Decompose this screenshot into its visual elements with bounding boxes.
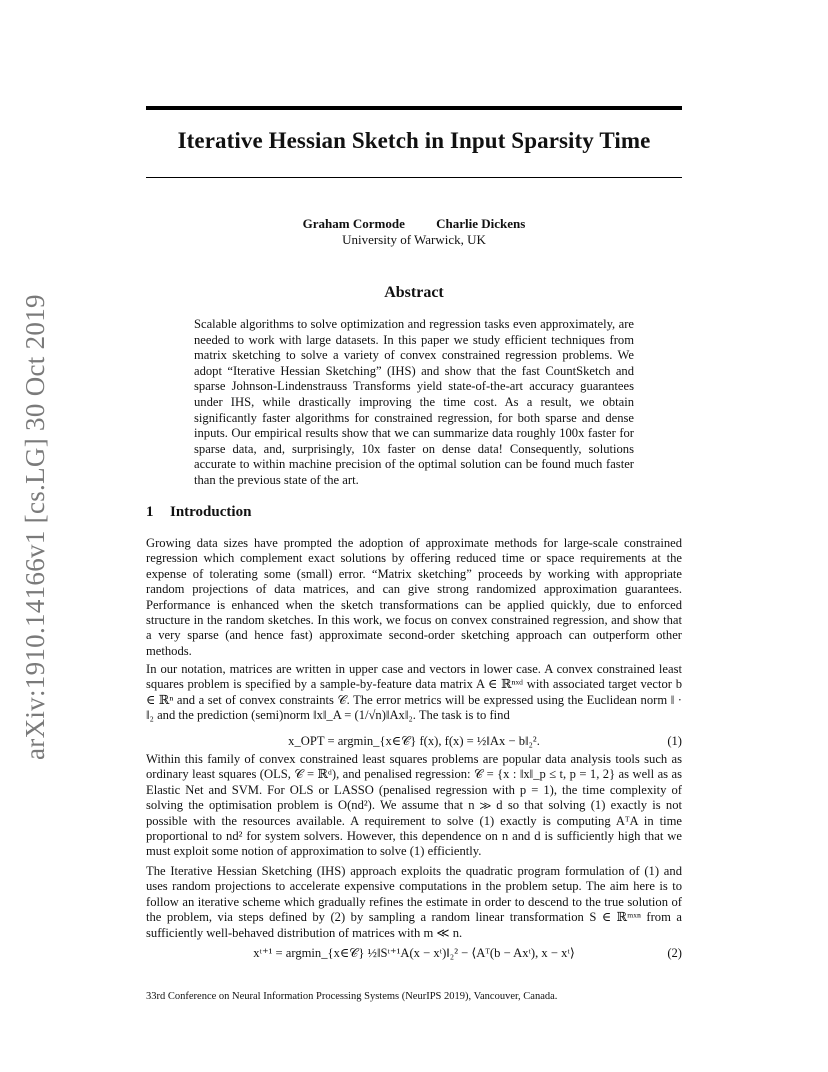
equation-number: (1) — [667, 734, 682, 748]
equation-2 — [146, 945, 682, 961]
paragraph-text: The Iterative Hessian Sketching (IHS) approach exploits the quadratic program formulation of (1) and uses random projections to accelerate expensive computations in the problem setup. The aim here is to follow an iterative scheme which gradually refines the estimate in order to descend to the true solution of the problem, via steps defined by (2) by sampling a random linear transformation S ∈ ℝᵐˣⁿ from a sufficiently well-behaved distribution of matrices with m ≪ n. — [146, 864, 682, 940]
abstract-heading: Abstract — [384, 284, 444, 301]
intro-paragraph-4 — [146, 864, 682, 941]
paragraph-text: In our notation, matrices are written in upper case and vectors in lower case. A convex constrained least squares problem is specified by a sample-by-feature data matrix A ∈ ℝⁿˣᵈ with associated target vector b ∈ ℝⁿ and a set of convex constraints 𝒞. The error metrics will be expressed using the Euclidean norm ‖ · ‖₂ and the prediction (semi)norm ‖x‖_A = (1/√n)‖Ax‖₂. The task is to find — [146, 662, 682, 723]
author-affiliation: University of Warwick, UK — [342, 232, 486, 247]
equation-body: xᵗ⁺¹ = argmin_{x∈𝒞} ½‖Sᵗ⁺¹A(x − xᵗ)‖₂² − ⟨Aᵀ(b − Axᵗ), x − xᵗ⟩ — [253, 946, 575, 960]
conference-footer: 33rd Conference on Neural Information Processing Systems (NeurIPS 2019), Vancouver, Canada. — [146, 991, 558, 1002]
author-block — [146, 216, 682, 248]
intro-paragraph-1 — [146, 536, 682, 659]
section-heading — [146, 504, 682, 521]
abstract-text: Scalable algorithms to solve optimization and regression tasks even approximately, are needed to work with large datasets. In this paper we study efficient techniques from matrix sketching to solve a variety of convex constrained regression problems. We adopt “Iterative Hessian Sketching” (IHS) and show that the fast CountSketch and sparse Johnson-Lindenstrauss Transforms yield state-of-the-art accuracy guarantees under IHS, while drastically improving the time cost. As a result, we obtain significantly faster algorithms for constrained regression, for both sparse and dense inputs. Our empirical results show that we can summarize data roughly 100x faster for sparse data, and, surprisingly, 10x faster on dense data! Consequently, solutions accurate to within machine precision of the optimal solution can be found much faster than the previous state of the art. — [194, 317, 634, 487]
author-names — [146, 216, 682, 232]
section-number: 1 — [146, 504, 154, 520]
title-rule-bottom — [146, 177, 682, 178]
author-name: Graham Cormode — [302, 216, 405, 231]
arxiv-stamp: arXiv:1910.14166v1 [cs.LG] 30 Oct 2019 — [20, 294, 50, 760]
paragraph-text: Within this family of convex constrained least squares problems are popular data analysis tools such as ordinary least squares (OLS, 𝒞 = ℝᵈ), and penalised regression: 𝒞 = {x : ‖x‖_p ≤ t, p = 1, 2} as well as as Elastic Net and SVM. For OLS or LASSO (penalised regression with p = 1), the time complexity of solving the optimisation problem is O(nd²). We assume that n ≫ d so that solving (1) exactly is not possible with the resources available. A requirement to solve (1) exactly is computing AᵀA in time proportional to nd² for system solvers. However, this dependence on n and d is sufficiently high that we must exploit some notion of approximation to solve (1) efficiently. — [146, 752, 682, 859]
title-rule-top — [146, 106, 682, 110]
equation-number: (2) — [667, 946, 682, 960]
author-name: Charlie Dickens — [436, 216, 526, 231]
section-title: Introduction — [170, 504, 252, 520]
paragraph-text: Growing data sizes have prompted the adoption of approximate methods for large-scale constrained regression which complement exact solutions by offering reduced time or space requirements at the expense of tolerating some (small) error. “Matrix sketching” proceeds by working with appropriate random projections of data matrices, and can give strong randomized approximation guarantees. Performance is enhanced when the sketch transformations can be applied quickly, due to enforced structure in the random sketches. In this work, we focus on convex constrained regression, and show that a very sparse (and hence fast) approximate second-order sketching approach can outperform other methods. — [146, 536, 682, 658]
paper-title: Iterative Hessian Sketch in Input Sparsity Time — [177, 128, 651, 153]
equation-body: x_OPT = argmin_{x∈𝒞} f(x), f(x) = ½‖Ax − b‖₂². — [288, 734, 540, 748]
intro-paragraph-2 — [146, 662, 682, 724]
equation-1 — [146, 733, 682, 749]
intro-paragraph-3 — [146, 752, 682, 860]
